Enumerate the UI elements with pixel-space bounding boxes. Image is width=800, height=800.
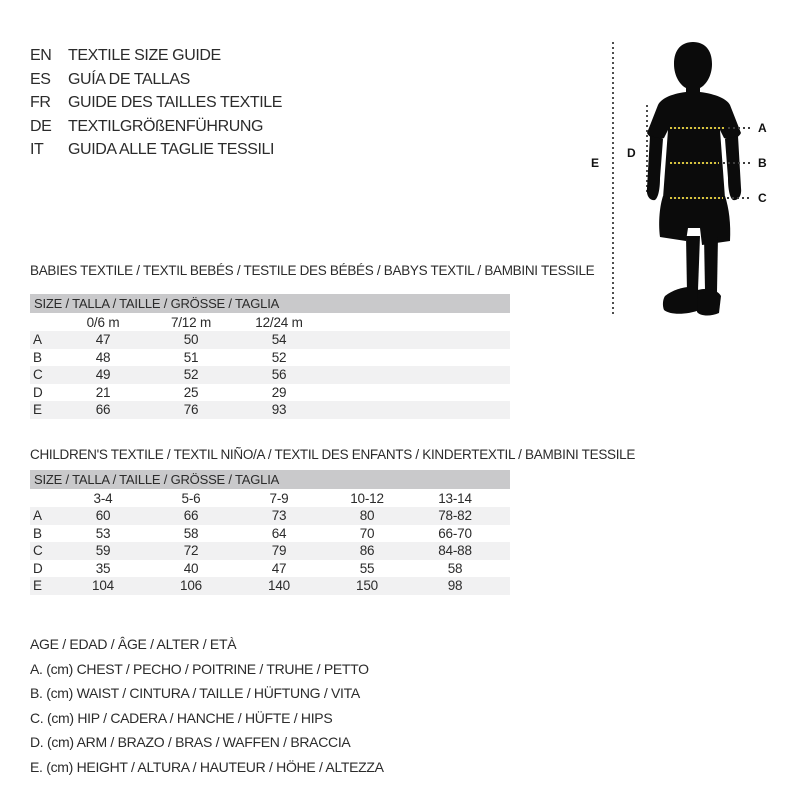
table-cell: 84-88 — [438, 543, 472, 559]
table-cell: 98 — [447, 578, 463, 594]
babies-section-title: BABIES TEXTILE / TEXTIL BEBÉS / TESTILE DES BÉBÉS / BABYS TEXTIL / BAMBINI TESSILE — [30, 263, 595, 278]
table-row — [30, 331, 510, 349]
row-label: E — [33, 402, 42, 418]
row-label: E — [33, 578, 42, 594]
legend-line-age: AGE / EDAD / ÂGE / ALTER / ETÀ — [30, 636, 237, 652]
language-code: EN — [30, 47, 52, 64]
language-code: IT — [30, 141, 44, 158]
table-cell: 78-82 — [438, 508, 472, 524]
legend-line-waist: B. (cm) WAIST / CINTURA / TAILLE / HÜFTUNG / VITA — [30, 685, 360, 702]
marker-b-label: B — [758, 156, 767, 170]
table-header-row — [30, 313, 510, 331]
table-header-row — [30, 489, 510, 507]
height-line-e — [612, 42, 614, 317]
chest-line-a — [670, 127, 724, 129]
silhouette-head — [674, 42, 712, 95]
language-title: GUIDA ALLE TAGLIE TESSILI — [68, 141, 275, 158]
marker-c-label: C — [758, 191, 767, 205]
table-cell: 80 — [359, 508, 375, 524]
table-cell: 54 — [271, 332, 287, 348]
table-cell: 51 — [183, 349, 199, 365]
table-cell: 72 — [183, 543, 199, 559]
table-cell: 86 — [359, 543, 375, 559]
language-title: TEXTILGRÖßENFÜHRUNG — [68, 117, 264, 135]
row-label: D — [33, 560, 43, 576]
table-cell: 35 — [95, 560, 111, 576]
language-title-list — [30, 44, 282, 162]
table-cell: 25 — [183, 384, 199, 400]
table-row — [30, 542, 510, 560]
table-cell: 58 — [447, 560, 463, 576]
table-row — [30, 366, 510, 384]
table-cell: 21 — [95, 384, 111, 400]
table-cell: 140 — [268, 578, 290, 594]
column-header: 7/12 m — [170, 314, 212, 330]
table-cell: 47 — [271, 560, 287, 576]
table-cell: 79 — [271, 543, 287, 559]
table-cell: 150 — [356, 578, 378, 594]
column-header: 7-9 — [269, 490, 289, 506]
language-row — [30, 44, 282, 68]
silhouette-right-arm — [725, 136, 741, 200]
measurement-figure — [585, 35, 795, 330]
chest-line-a-leader — [728, 127, 752, 129]
table-cell: 106 — [180, 578, 202, 594]
table-cell: 40 — [183, 560, 199, 576]
table-row — [30, 401, 510, 419]
table-row — [30, 349, 510, 367]
table-cell: 49 — [95, 367, 111, 383]
language-row — [30, 91, 282, 115]
table-row — [30, 577, 510, 595]
babies-size-header-bar: SIZE / TALLA / TAILLE / GRÖSSE / TAGLIA — [30, 294, 510, 313]
column-header: 13-14 — [438, 490, 472, 506]
table-cell: 56 — [271, 367, 287, 383]
marker-e-label: E — [591, 156, 600, 170]
marker-a-label: A — [758, 121, 767, 135]
silhouette-left-shoe — [663, 287, 700, 314]
table-row — [30, 525, 510, 543]
table-cell: 104 — [92, 578, 114, 594]
table-cell: 70 — [359, 525, 375, 541]
measurement-legend — [30, 632, 384, 780]
language-row — [30, 138, 282, 162]
table-cell: 58 — [183, 525, 199, 541]
silhouette-left-leg — [686, 236, 700, 292]
column-header: 5-6 — [181, 490, 201, 506]
table-cell: 50 — [183, 332, 199, 348]
table-cell: 60 — [95, 508, 111, 524]
row-label: A — [33, 508, 42, 524]
table-cell: 93 — [271, 402, 287, 418]
table-cell: 66 — [95, 402, 111, 418]
table-cell: 59 — [95, 543, 111, 559]
table-cell: 76 — [183, 402, 199, 418]
silhouette-right-leg — [704, 236, 718, 292]
table-cell: 52 — [183, 367, 199, 383]
table-cell: 52 — [271, 349, 287, 365]
silhouette-left-arm — [647, 136, 663, 200]
legend-line-arm: D. (cm) ARM / BRAZO / BRAS / WAFFEN / BRACCIA — [30, 734, 351, 751]
row-label: A — [33, 332, 42, 348]
hip-line-c — [670, 197, 723, 199]
column-header: 10-12 — [350, 490, 384, 506]
table-row — [30, 384, 510, 402]
children-size-table — [30, 470, 510, 595]
table-cell: 73 — [271, 508, 287, 524]
legend-line-hip: C. (cm) HIP / CADERA / HANCHE / HÜFTE / HIPS — [30, 709, 333, 726]
hip-line-c-leader — [727, 197, 752, 199]
column-header: 0/6 m — [86, 314, 120, 330]
babies-size-table — [30, 294, 510, 419]
table-cell: 66 — [183, 508, 199, 524]
row-label: C — [33, 367, 43, 383]
waist-line-b — [670, 162, 719, 164]
row-label: D — [33, 384, 43, 400]
children-size-header-bar: SIZE / TALLA / TAILLE / GRÖSSE / TAGLIA — [30, 470, 510, 489]
child-silhouette-image — [630, 38, 760, 318]
table-cell: 47 — [95, 332, 111, 348]
column-header: 3-4 — [93, 490, 113, 506]
table-cell: 64 — [271, 525, 287, 541]
legend-line-chest: A. (cm) CHEST / PECHO / POITRINE / TRUHE / PETTO — [30, 660, 369, 677]
row-label: B — [33, 349, 42, 365]
children-section-title: CHILDREN'S TEXTILE / TEXTIL NIÑO/A / TEXTIL DES ENFANTS / KINDERTEXTIL / BAMBINI TESSILE — [30, 447, 636, 462]
waist-line-b-leader — [723, 162, 752, 164]
table-cell: 48 — [95, 349, 111, 365]
table-cell: 66-70 — [438, 525, 472, 541]
language-code: DE — [30, 117, 52, 135]
language-title: GUÍA DE TALLAS — [68, 70, 190, 88]
legend-line-height: E. (cm) HEIGHT / ALTURA / HAUTEUR / HÖHE / ALTEZZA — [30, 758, 384, 775]
language-row — [30, 68, 282, 92]
language-row — [30, 115, 282, 139]
row-label: C — [33, 543, 43, 559]
language-code: ES — [30, 70, 51, 88]
table-cell: 53 — [95, 525, 111, 541]
marker-d-label: D — [627, 146, 636, 160]
silhouette-right-shoe — [697, 289, 721, 316]
table-row — [30, 507, 510, 525]
babies-table-grid — [30, 313, 510, 419]
column-header: 12/24 m — [255, 314, 303, 330]
table-row — [30, 560, 510, 578]
table-cell: 29 — [271, 384, 287, 400]
table-cell: 55 — [359, 560, 375, 576]
row-label: B — [33, 525, 42, 541]
language-title: TEXTILE SIZE GUIDE — [68, 47, 221, 64]
language-code: FR — [30, 94, 51, 111]
children-table-grid — [30, 489, 510, 595]
language-title: GUIDE DES TAILLES TEXTILE — [68, 94, 283, 111]
